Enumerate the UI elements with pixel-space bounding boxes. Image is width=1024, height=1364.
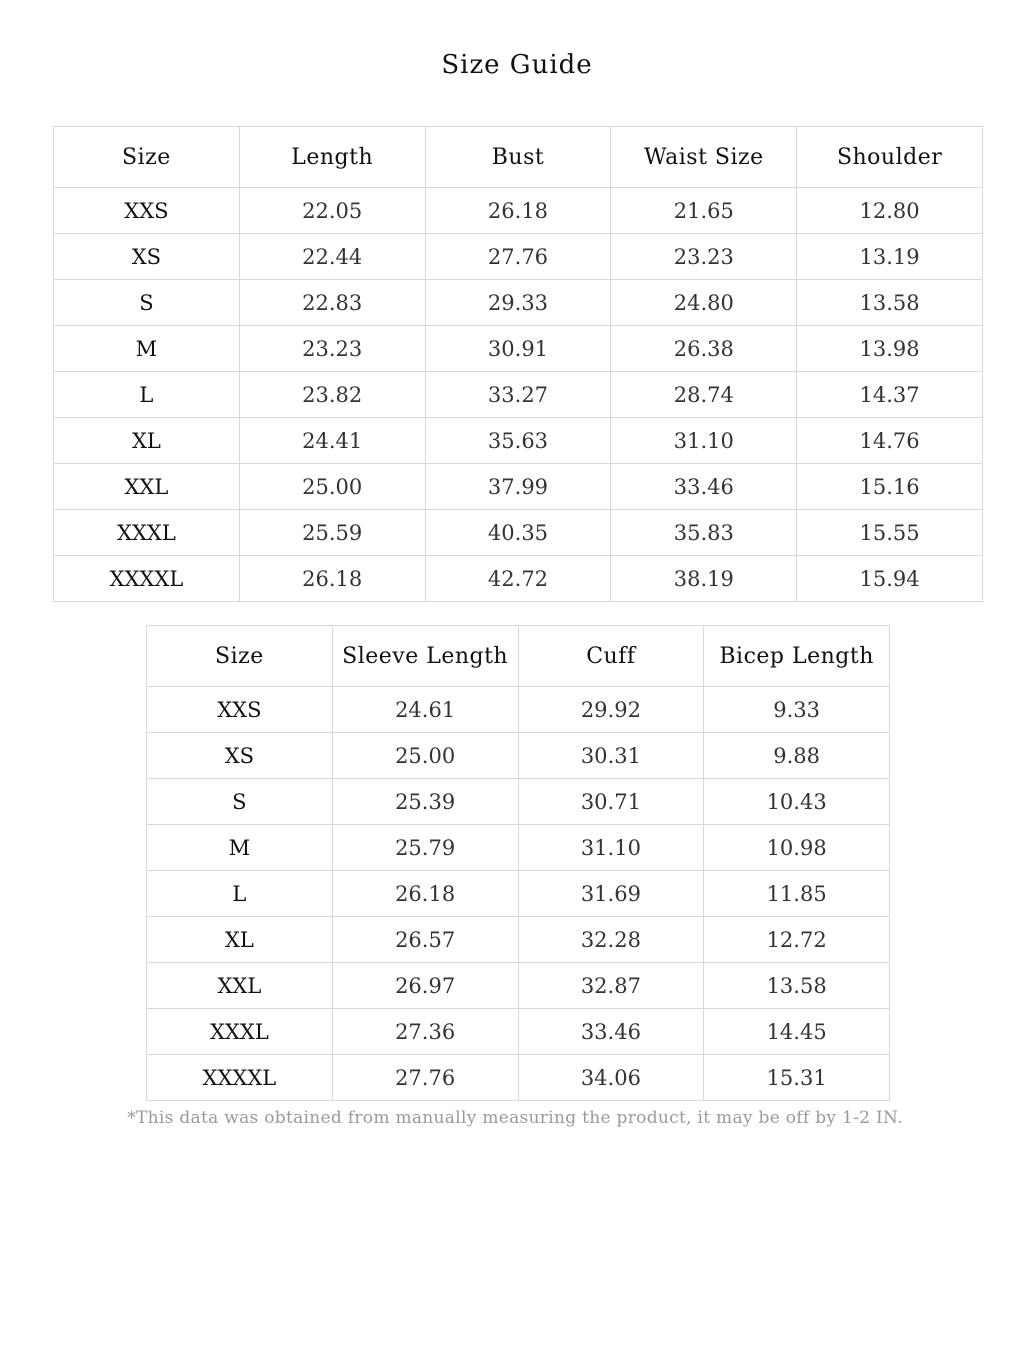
column-header: Waist Size — [611, 127, 797, 188]
table-cell: 14.45 — [704, 1009, 890, 1055]
size-cell: M — [147, 825, 333, 871]
table-row — [54, 510, 983, 556]
table-row — [147, 871, 890, 917]
size-cell: XXXXL — [147, 1055, 333, 1101]
table-row — [147, 733, 890, 779]
size-cell: S — [54, 280, 240, 326]
table-cell: 29.92 — [518, 687, 704, 733]
size-cell: XXL — [54, 464, 240, 510]
page-title: Size Guide — [441, 50, 593, 80]
table-row — [54, 372, 983, 418]
table-cell: 25.59 — [239, 510, 425, 556]
table-cell: 10.98 — [704, 825, 890, 871]
table-row — [147, 1009, 890, 1055]
size-cell: L — [54, 372, 240, 418]
table-cell: 15.31 — [704, 1055, 890, 1101]
table-row — [54, 556, 983, 602]
size-cell: XXS — [54, 188, 240, 234]
table-cell: 14.37 — [797, 372, 983, 418]
table-row — [54, 234, 983, 280]
table-cell: 33.46 — [518, 1009, 704, 1055]
table-cell: 30.71 — [518, 779, 704, 825]
column-header: Size — [147, 626, 333, 687]
table-row — [54, 418, 983, 464]
table-row — [54, 188, 983, 234]
size-cell: XXXL — [147, 1009, 333, 1055]
table-header-row — [147, 626, 890, 687]
table-row — [147, 779, 890, 825]
table-cell: 33.27 — [425, 372, 611, 418]
table-cell: 26.18 — [239, 556, 425, 602]
size-cell: L — [147, 871, 333, 917]
table-cell: 24.41 — [239, 418, 425, 464]
table-row — [54, 326, 983, 372]
table-cell: 11.85 — [704, 871, 890, 917]
measurement-disclaimer: *This data was obtained from manually measuring the product, it may be off by 1-2 IN. — [127, 1108, 903, 1128]
table-cell: 31.69 — [518, 871, 704, 917]
table-header-row — [54, 127, 983, 188]
table-cell: 12.72 — [704, 917, 890, 963]
table-cell: 30.91 — [425, 326, 611, 372]
size-cell: XXS — [147, 687, 333, 733]
table-cell: 24.80 — [611, 280, 797, 326]
table-cell: 12.80 — [797, 188, 983, 234]
table-cell: 14.76 — [797, 418, 983, 464]
column-header: Cuff — [518, 626, 704, 687]
table-row — [54, 280, 983, 326]
column-header: Size — [54, 127, 240, 188]
table-cell: 24.61 — [332, 687, 518, 733]
size-cell: XXXXL — [54, 556, 240, 602]
table-cell: 31.10 — [611, 418, 797, 464]
table-cell: 25.00 — [239, 464, 425, 510]
table-cell: 27.76 — [332, 1055, 518, 1101]
table-cell: 9.33 — [704, 687, 890, 733]
table-cell: 26.57 — [332, 917, 518, 963]
table-cell: 10.43 — [704, 779, 890, 825]
table-cell: 26.97 — [332, 963, 518, 1009]
size-cell: M — [54, 326, 240, 372]
table-cell: 26.18 — [332, 871, 518, 917]
table-cell: 42.72 — [425, 556, 611, 602]
size-cell: XXXL — [54, 510, 240, 556]
table-cell: 9.88 — [704, 733, 890, 779]
table-cell: 13.58 — [704, 963, 890, 1009]
table-row — [147, 1055, 890, 1101]
table-cell: 13.19 — [797, 234, 983, 280]
table-row — [147, 825, 890, 871]
table-cell: 21.65 — [611, 188, 797, 234]
table-cell: 28.74 — [611, 372, 797, 418]
table-cell: 22.44 — [239, 234, 425, 280]
size-cell: XL — [54, 418, 240, 464]
table-cell: 33.46 — [611, 464, 797, 510]
table-cell: 40.35 — [425, 510, 611, 556]
body-measurements-table — [53, 126, 983, 602]
table-row — [147, 687, 890, 733]
size-cell: XS — [147, 733, 333, 779]
table-cell: 37.99 — [425, 464, 611, 510]
table-cell: 31.10 — [518, 825, 704, 871]
table-cell: 27.76 — [425, 234, 611, 280]
table-row — [54, 464, 983, 510]
table-cell: 13.58 — [797, 280, 983, 326]
column-header: Shoulder — [797, 127, 983, 188]
column-header: Bust — [425, 127, 611, 188]
size-cell: XXL — [147, 963, 333, 1009]
table-cell: 25.39 — [332, 779, 518, 825]
table-cell: 15.55 — [797, 510, 983, 556]
table-cell: 25.79 — [332, 825, 518, 871]
table-cell: 13.98 — [797, 326, 983, 372]
column-header: Bicep Length — [704, 626, 890, 687]
table-cell: 32.28 — [518, 917, 704, 963]
table-cell: 35.83 — [611, 510, 797, 556]
column-header: Length — [239, 127, 425, 188]
table-cell: 34.06 — [518, 1055, 704, 1101]
table-cell: 25.00 — [332, 733, 518, 779]
table-cell: 26.18 — [425, 188, 611, 234]
table-cell: 15.94 — [797, 556, 983, 602]
table-cell: 23.23 — [611, 234, 797, 280]
size-cell: XL — [147, 917, 333, 963]
column-header: Sleeve Length — [332, 626, 518, 687]
table-cell: 29.33 — [425, 280, 611, 326]
sleeve-measurements-table — [146, 625, 890, 1101]
table-cell: 26.38 — [611, 326, 797, 372]
table-cell: 32.87 — [518, 963, 704, 1009]
size-cell: S — [147, 779, 333, 825]
table-cell: 38.19 — [611, 556, 797, 602]
size-cell: XS — [54, 234, 240, 280]
table-row — [147, 917, 890, 963]
table-cell: 22.83 — [239, 280, 425, 326]
table-cell: 23.82 — [239, 372, 425, 418]
table-cell: 22.05 — [239, 188, 425, 234]
table-cell: 15.16 — [797, 464, 983, 510]
table-row — [147, 963, 890, 1009]
table-cell: 35.63 — [425, 418, 611, 464]
table-cell: 27.36 — [332, 1009, 518, 1055]
table-cell: 30.31 — [518, 733, 704, 779]
table-cell: 23.23 — [239, 326, 425, 372]
